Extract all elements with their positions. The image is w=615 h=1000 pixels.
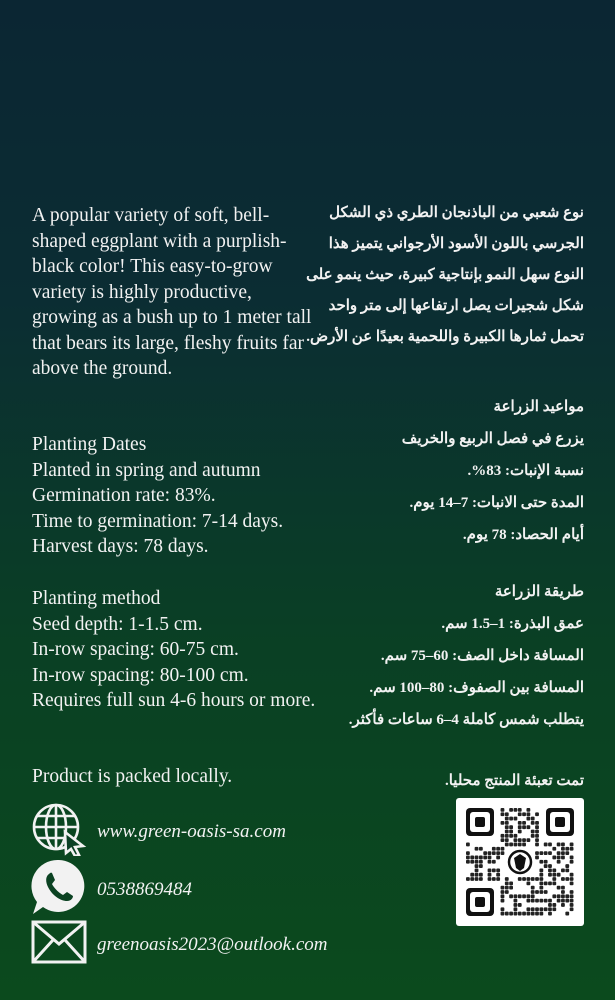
qr-module	[514, 912, 518, 916]
qr-module	[570, 873, 574, 877]
english-method-line: Requires full sun 4-6 hours or more.	[32, 690, 316, 711]
qr-module	[522, 825, 526, 829]
qr-module	[535, 812, 539, 816]
qr-module	[552, 856, 556, 860]
qr-module	[518, 912, 522, 916]
arabic-method-line: عمق البذرة: 1–1.5 سم.	[441, 616, 584, 632]
qr-module	[501, 899, 505, 903]
qr-module	[526, 838, 530, 842]
english-method-line: Seed depth: 1-1.5 cm.	[32, 613, 203, 635]
english-planting-method-heading: Planting method	[32, 588, 161, 609]
qr-module	[526, 812, 530, 816]
qr-module	[535, 912, 539, 916]
qr-module	[552, 873, 556, 877]
qr-module	[501, 808, 505, 812]
english-planting-dates	[32, 432, 317, 560]
arabic-method-line: المسافة بين الصفوف: 80–100 سم.	[369, 680, 584, 696]
qr-module	[501, 834, 505, 838]
qr-module	[518, 821, 522, 825]
qr-module	[552, 881, 556, 885]
qr-module	[522, 894, 526, 898]
qr-module	[505, 912, 509, 916]
qr-module	[535, 877, 539, 881]
qr-module	[466, 877, 470, 881]
qr-module	[470, 877, 474, 881]
qr-module	[539, 912, 543, 916]
qr-module	[505, 821, 509, 825]
arabic-planting-dates	[302, 391, 584, 551]
arabic-planting-method-heading: طريقة الزراعة	[494, 584, 584, 600]
qr-module	[514, 899, 518, 903]
qr-module	[561, 877, 565, 881]
qr-module	[557, 873, 561, 877]
qr-module	[475, 847, 479, 851]
qr-module	[501, 886, 505, 890]
qr-module	[557, 843, 561, 847]
qr-module	[565, 864, 569, 868]
qr-module	[548, 912, 552, 916]
qr-module	[570, 843, 574, 847]
english-dates-line: Time to germination: 7-14 days.	[32, 510, 284, 532]
qr-module	[505, 830, 509, 834]
english-dates-line: Germination rate: 83%.	[32, 485, 216, 506]
qr-module	[509, 825, 513, 829]
qr-module	[544, 851, 548, 855]
arabic-packed-note: تمت تعبئة المنتج محليا.	[444, 773, 584, 789]
qr-code[interactable]	[456, 798, 584, 926]
qr-module	[475, 873, 479, 877]
qr-module	[479, 860, 483, 864]
qr-module	[488, 868, 492, 872]
qr-module	[526, 825, 530, 829]
qr-module	[501, 912, 505, 916]
qr-module	[522, 843, 526, 847]
qr-module	[561, 868, 565, 872]
qr-module	[570, 856, 574, 860]
qr-module	[501, 847, 505, 851]
qr-module	[539, 873, 543, 877]
qr-module	[548, 868, 552, 872]
qr-module	[505, 825, 509, 829]
qr-module	[570, 907, 574, 911]
qr-module	[539, 899, 543, 903]
qr-module	[501, 812, 505, 816]
qr-module	[479, 864, 483, 868]
arabic-dates-line: أيام الحصاد: 78 يوم.	[462, 527, 584, 543]
qr-module	[505, 812, 509, 816]
qr-module	[535, 825, 539, 829]
qr-module	[526, 899, 530, 903]
english-description: A popular variety of soft, bell-shaped eggplant with a purplish-black color! This easy-to-grow variety is highly productive, growing as a bush up to 1 meter tall that bears its large, fleshy fruits far above the ground.	[32, 205, 312, 379]
qr-module	[561, 851, 565, 855]
qr-module	[565, 868, 569, 872]
qr-module	[518, 894, 522, 898]
qr-module	[535, 821, 539, 825]
qr-module	[561, 894, 565, 898]
qr-module	[531, 834, 535, 838]
qr-module	[475, 877, 479, 881]
qr-module	[475, 864, 479, 868]
qr-module	[531, 886, 535, 890]
qr-module	[570, 860, 574, 864]
qr-module	[466, 843, 470, 847]
qr-module	[479, 856, 483, 860]
arabic-dates-line: يزرع في فصل الربيع والخريف	[401, 431, 584, 447]
qr-module	[544, 899, 548, 903]
qr-module	[548, 864, 552, 868]
qr-module	[496, 873, 500, 877]
qr-module	[544, 881, 548, 885]
english-dates-line: Harvest days: 78 days.	[32, 536, 209, 557]
qr-module	[501, 821, 505, 825]
qr-module	[492, 877, 496, 881]
qr-module	[509, 830, 513, 834]
qr-module	[535, 856, 539, 860]
qr-module	[522, 912, 526, 916]
qr-module	[470, 856, 474, 860]
qr-module	[518, 838, 522, 842]
email-contact[interactable]	[31, 920, 328, 969]
qr-module	[570, 890, 574, 894]
qr-module	[539, 868, 543, 872]
qr-module	[539, 886, 543, 890]
qr-module	[522, 821, 526, 825]
qr-module	[509, 817, 513, 821]
qr-module	[565, 847, 569, 851]
qr-module	[570, 877, 574, 881]
qr-module	[509, 894, 513, 898]
qr-module	[539, 907, 543, 911]
qr-module	[518, 830, 522, 834]
qr-module	[488, 873, 492, 877]
website-contact[interactable]	[31, 802, 286, 861]
qr-module	[496, 868, 500, 872]
qr-module	[544, 890, 548, 894]
qr-module	[557, 899, 561, 903]
qr-module	[535, 899, 539, 903]
qr-module	[522, 877, 526, 881]
phone-number[interactable]: 0538869484	[97, 878, 192, 900]
qr-module	[570, 847, 574, 851]
qr-module	[544, 907, 548, 911]
qr-module	[526, 912, 530, 916]
qr-module	[561, 843, 565, 847]
qr-module	[561, 890, 565, 894]
qr-module	[509, 881, 513, 885]
qr-module	[565, 877, 569, 881]
qr-module	[526, 817, 530, 821]
qr-module	[548, 907, 552, 911]
qr-module	[466, 851, 470, 855]
qr-module	[488, 856, 492, 860]
qr-module	[501, 890, 505, 894]
qr-module	[531, 821, 535, 825]
qr-module	[561, 903, 565, 907]
qr-module	[561, 856, 565, 860]
qr-module	[488, 860, 492, 864]
qr-module	[531, 899, 535, 903]
qr-module	[522, 812, 526, 816]
qr-module	[531, 907, 535, 911]
qr-module	[479, 847, 483, 851]
qr-module	[570, 899, 574, 903]
qr-module	[475, 860, 479, 864]
qr-module	[505, 817, 509, 821]
qr-module	[557, 851, 561, 855]
qr-module	[531, 912, 535, 916]
globe-cursor-icon	[31, 802, 87, 861]
qr-module	[552, 907, 556, 911]
envelope-icon	[31, 920, 87, 969]
qr-module	[544, 843, 548, 847]
email-address[interactable]: greenoasis2023@outlook.com	[97, 933, 328, 955]
qr-module	[548, 851, 552, 855]
english-method-line: In-row spacing: 80-100 cm.	[32, 664, 249, 686]
qr-module	[552, 894, 556, 898]
qr-module	[505, 838, 509, 842]
arabic-dates-line: نسبة الإنبات: 83%.	[467, 463, 584, 479]
qr-module	[518, 903, 522, 907]
qr-module	[557, 856, 561, 860]
qr-module	[539, 860, 543, 864]
qr-module	[518, 825, 522, 829]
qr-module	[509, 843, 513, 847]
qr-module	[483, 856, 487, 860]
qr-module	[561, 886, 565, 890]
qr-module	[514, 894, 518, 898]
whatsapp-icon	[31, 858, 87, 921]
qr-module	[505, 843, 509, 847]
qr-module	[544, 860, 548, 864]
qr-module	[483, 851, 487, 855]
qr-module	[518, 877, 522, 881]
qr-module	[557, 860, 561, 864]
qr-module	[514, 838, 518, 842]
qr-module	[535, 890, 539, 894]
qr-module	[539, 877, 543, 881]
qr-module	[548, 873, 552, 877]
qr-module	[496, 856, 500, 860]
qr-module	[505, 886, 509, 890]
qr-module	[570, 903, 574, 907]
qr-module	[501, 894, 505, 898]
qr-module	[548, 903, 552, 907]
qr-module	[505, 834, 509, 838]
english-packed-note: Product is packed locally.	[32, 766, 233, 787]
qr-module	[488, 877, 492, 881]
qr-module	[475, 856, 479, 860]
qr-module	[514, 843, 518, 847]
qr-module	[514, 808, 518, 812]
qr-module	[501, 907, 505, 911]
qr-module	[552, 903, 556, 907]
qr-module	[514, 907, 518, 911]
qr-module	[565, 851, 569, 855]
qr-module	[488, 851, 492, 855]
qr-module	[475, 868, 479, 872]
qr-module	[496, 851, 500, 855]
qr-module	[526, 907, 530, 911]
qr-module	[548, 899, 552, 903]
qr-module	[509, 912, 513, 916]
qr-module	[535, 834, 539, 838]
website-link[interactable]: www.green-oasis-sa.com	[97, 820, 286, 842]
qr-module	[531, 890, 535, 894]
qr-module	[552, 877, 556, 881]
qr-module	[526, 881, 530, 885]
arabic-method-line: يتطلب شمس كاملة 4–6 ساعات فأكثر.	[348, 712, 584, 728]
qr-module	[505, 881, 509, 885]
qr-module	[526, 894, 530, 898]
qr-module	[479, 873, 483, 877]
qr-module	[565, 899, 569, 903]
qr-module	[539, 851, 543, 855]
qr-module	[466, 856, 470, 860]
english-planting-method	[32, 586, 317, 714]
qr-module	[492, 860, 496, 864]
qr-module	[531, 894, 535, 898]
arabic-planting-method	[302, 576, 584, 736]
qr-module	[509, 886, 513, 890]
qr-module	[501, 838, 505, 842]
qr-module	[479, 877, 483, 881]
qr-module	[470, 860, 474, 864]
qr-module	[509, 808, 513, 812]
qr-module	[526, 808, 530, 812]
qr-module	[535, 830, 539, 834]
arabic-dates-line: المدة حتى الانبات: 7–14 يوم.	[409, 495, 584, 511]
arabic-description: نوع شعبي من الباذنجان الطري ذي الشكل الجرسي باللون الأسود الأرجواني يتميز هذا النوع سهل النمو بإنتاجية كبيرة، حيث ينمو على شكل شجيرات يصل ارتفاعها إلى متر واحد تحمل ثمارها الكبيرة واللحمية بعيدًا عن الأرض.	[306, 205, 584, 345]
qr-module	[557, 894, 561, 898]
qr-module	[496, 877, 500, 881]
qr-module	[531, 830, 535, 834]
qr-module	[565, 894, 569, 898]
qr-module	[535, 843, 539, 847]
qr-module	[518, 843, 522, 847]
qr-module	[522, 838, 526, 842]
english-dates-line: Planted in spring and autumn	[32, 459, 261, 481]
qr-module	[505, 890, 509, 894]
qr-module	[552, 847, 556, 851]
qr-module	[539, 881, 543, 885]
qr-module	[561, 899, 565, 903]
qr-module	[565, 912, 569, 916]
qr-module	[539, 890, 543, 894]
qr-module	[492, 847, 496, 851]
qr-module	[561, 847, 565, 851]
qr-module	[535, 907, 539, 911]
qr-module	[470, 873, 474, 877]
qr-module	[548, 843, 552, 847]
qr-module	[514, 817, 518, 821]
qr-module	[544, 864, 548, 868]
qr-module	[514, 834, 518, 838]
qr-module	[570, 881, 574, 885]
qr-module	[492, 851, 496, 855]
qr-module	[535, 851, 539, 855]
qr-module	[548, 881, 552, 885]
english-method-line: In-row spacing: 60-75 cm.	[32, 639, 239, 660]
qr-module	[466, 860, 470, 864]
english-planting-dates-heading: Planting Dates	[32, 434, 147, 455]
qr-module	[501, 851, 505, 855]
arabic-planting-dates-heading: مواعيد الزراعة	[493, 399, 584, 415]
qr-module	[505, 877, 509, 881]
qr-module	[557, 886, 561, 890]
qr-module	[518, 808, 522, 812]
qr-module	[570, 894, 574, 898]
qr-code-graphic	[456, 798, 584, 926]
qr-module	[531, 877, 535, 881]
qr-module	[535, 838, 539, 842]
qr-module	[531, 817, 535, 821]
qr-module	[552, 868, 556, 872]
arabic-method-line: المسافة داخل الصف: 60–75 سم.	[380, 648, 584, 664]
qr-module	[509, 834, 513, 838]
qr-module	[526, 877, 530, 881]
qr-module	[496, 847, 500, 851]
phone-contact[interactable]	[31, 858, 192, 921]
qr-module	[492, 868, 496, 872]
qr-module	[514, 903, 518, 907]
qr-module	[518, 812, 522, 816]
